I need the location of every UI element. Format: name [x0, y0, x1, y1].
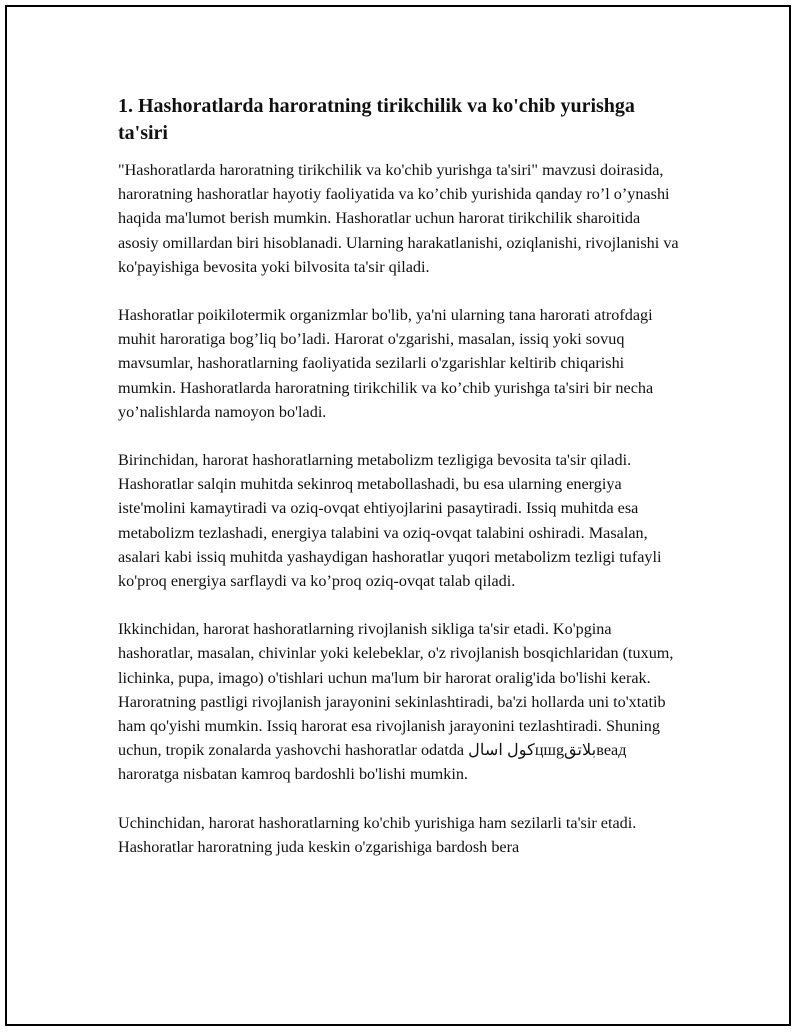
section-heading: 1. Hashoratlarda haroratning tirikchilik va ko'chib yurishga ta'siri — [118, 95, 635, 144]
document-body — [118, 93, 683, 883]
paragraph-first-metabolism: Birinchidan, harorat hashoratlarning metabolizm tezligiga bevosita ta'sir qiladi. Hashoratlar salqin muhitda sekinroq metabollashadi, bu esa ularning energiya iste'molini kamaytiradi va oziq-ovqat ehtiyojlarini pasaytiradi. Issiq muhitda esa metabolizm tezlashadi, energiya talabini va oziq-ovqat talabini oshiradi. Masalan, asalari kabi issiq muhitda yashaydigan hashoratlar yuqori metabolizm tezligi tufayli ko'proq energiya sarflaydi va ko’proq oziq-ovqat talab qiladi. — [118, 451, 662, 591]
paragraph-third-migration: Uchinchidan, harorat hashoratlarning ko'chib yurishiga ham sezilarli ta'sir etadi. Hashoratlar haroratning juda keskin o'zgarishiga bardosh bera — [118, 813, 637, 856]
paragraph-intro: "Hashoratlarda haroratning tirikchilik va ko'chib yurishga ta'siri" mavzusi doirasida, haroratning hashoratlar hayotiy faoliyatida va ko’chib yurishida qanday ro’l o’ynashi haqida ma'lumot berish mumkin. Hashoratlar uchun harorat tirikchilik sharoitida asosiy omillardan biri hisoblanadi. Ularning harakatlanishi, oziqlanishi, rivojlanishi va ko'payishiga bevosita yoki bilvosita ta'sir qiladi. — [118, 161, 679, 276]
paragraph-poikilothermic: Hashoratlar poikilotermik organizmlar bo'lib, ya'ni ularning tana harorati atrofdagi muhit haroratiga bog’liq bo’ladi. Harorat o'zgarishi, masalan, issiq yoki sovuq mavsumlar, hashoratlarning faoliyatida sezilarli o'zgarishlar keltirib chiqarishi mumkin. Hashoratlarda haroratning tirikchilik va ko’chib yurishga ta'siri bir necha yo’nalishlarda namoyon bo'ladi. — [118, 306, 654, 421]
paragraph-second-development: Ikkinchidan, harorat hashoratlarning rivojlanish sikliga ta'sir etadi. Ko'pgina hashoratlar, masalan, chivinlar yoki kelebeklar, o'z rivojlanish bosqichlaridan (tuxum, lichinka, pupa, imago) o'tishlari uchun ma'lum bir harorat oralig'ida bo'lishi kerak. Haroratning pastligi rivojlanish jarayonini sekinlashtiradi, ba'zi hollarda uni to'xtatib ham qo'yishi mumkin. Issiq harorat esa rivojlanish jarayonini tezlashtiradi. Shuning uchun, tropik zonalarda yashovchi hashoratlar odatda كول اسالцшgبلاتقвeaд haroratga nisbatan kamroq bardoshli bo'lishi mumkin. — [118, 620, 674, 784]
